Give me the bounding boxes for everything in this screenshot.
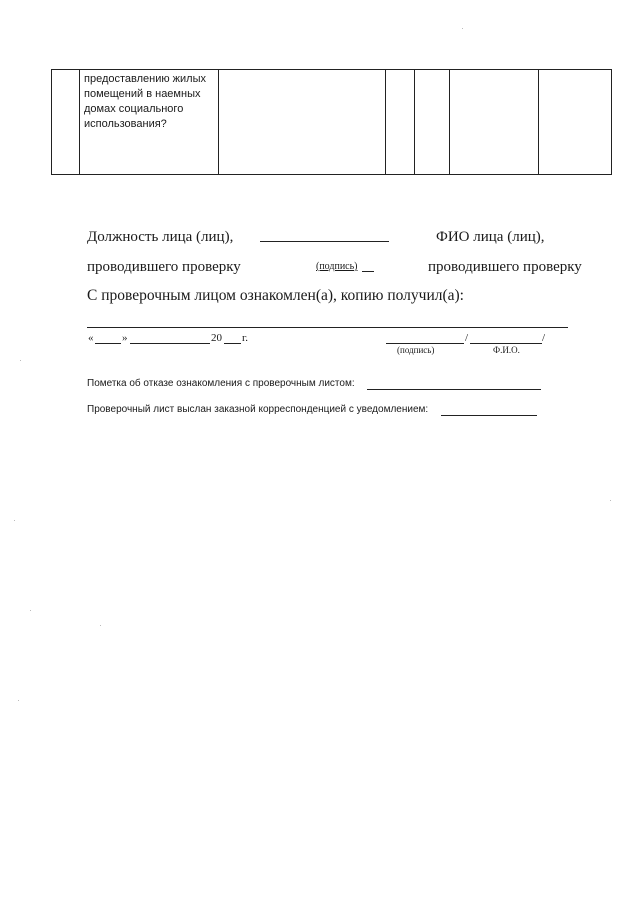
table-column-border (449, 70, 450, 174)
scan-speck (18, 700, 19, 701)
position-label-line-1: Должность лица (лиц), (87, 229, 234, 245)
table-question-cell: предоставлению жилых помещений в наемных домах социального использования? (84, 73, 206, 130)
date-year-prefix: 20 (211, 332, 222, 344)
table-column-border (414, 70, 415, 174)
date-open-quote: « (88, 332, 94, 344)
signature-line (260, 241, 389, 242)
fio-sub-caption: Ф.И.О. (493, 345, 520, 355)
scan-speck (30, 610, 31, 611)
scan-speck (462, 28, 463, 29)
checklist-table-fragment (51, 69, 612, 175)
date-month-line (130, 343, 210, 344)
date-day-line (95, 343, 121, 344)
table-column-border (79, 70, 80, 174)
acknowledgement-line (87, 327, 568, 328)
date-close-quote: » (122, 332, 128, 344)
refusal-note: Пометка об отказе ознакомления с проверочным листом: (87, 378, 355, 389)
scan-speck (14, 520, 15, 521)
mail-note: Проверочный лист выслан заказной корреспонденцией с уведомлением: (87, 404, 429, 415)
signature-caption-underline (362, 271, 374, 272)
fio-blank-line (470, 343, 542, 344)
signature-sub-caption: (подпись) (397, 345, 435, 355)
scan-speck (610, 500, 611, 501)
position-label-line-2: проводившего проверку (87, 259, 241, 275)
signature-blank-line (386, 343, 464, 344)
signature-caption: (подпись) (316, 261, 358, 272)
mail-note-line (441, 415, 537, 416)
separator-slash-2: / (542, 332, 546, 344)
acknowledged-text: С проверочным лицом ознакомлен(а), копию получил(а): (87, 287, 464, 304)
scan-speck (100, 625, 101, 626)
table-column-border (385, 70, 386, 174)
table-column-border (51, 70, 52, 174)
fio-label-line-2: проводившего проверку (428, 259, 582, 275)
refusal-note-line (367, 389, 541, 390)
table-column-border (538, 70, 539, 174)
fio-label-line-1: ФИО лица (лиц), (436, 229, 545, 245)
date-year-suffix: г. (242, 332, 249, 344)
date-year-line (224, 343, 241, 344)
table-column-border (611, 70, 612, 174)
separator-slash-1: / (465, 332, 469, 344)
scan-speck (20, 360, 21, 361)
